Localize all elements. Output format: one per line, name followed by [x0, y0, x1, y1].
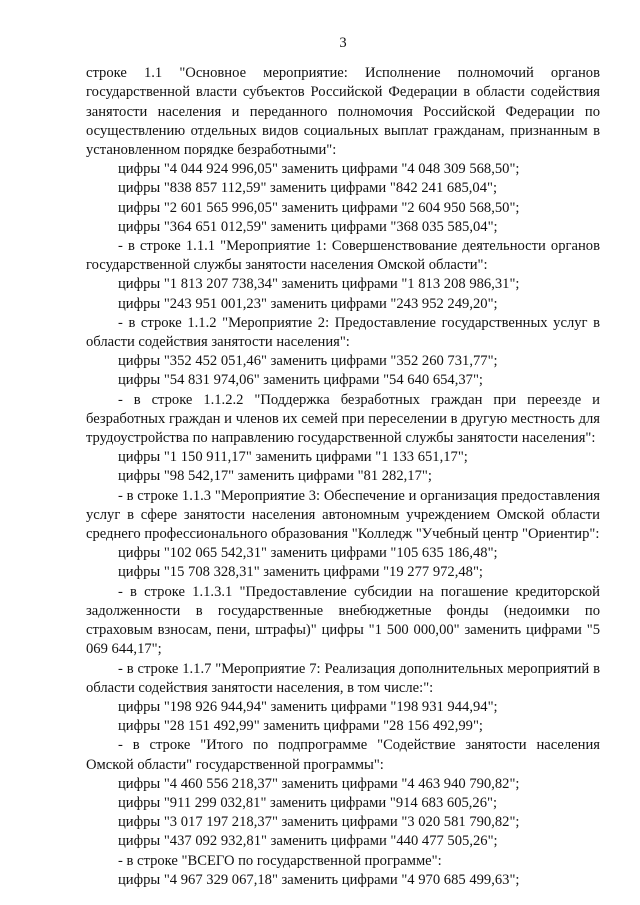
paragraph-item-1-1-2-2: - в строке 1.1.2.2 "Поддержка безработных граждан при переезде и безработных граждан и членов их семей при переселении в другую местность для трудоустройства по направлению государственной службы занятости населения":	[86, 391, 600, 447]
replacement-line: цифры "28 151 492,99" заменить цифрами "28 156 492,99";	[118, 718, 483, 735]
paragraph-subprogram-total: - в строке "Итого по подпрограмме "Содействие занятости населения Омской области" государственной программы":	[86, 737, 600, 773]
replacement-line: цифры "352 452 051,46" заменить цифрами "352 260 731,77";	[118, 353, 498, 370]
replacement-line: цифры "911 299 032,81" заменить цифрами "914 683 605,26";	[118, 794, 498, 811]
replacement-line: цифры "243 951 001,23" заменить цифрами "243 952 249,20";	[118, 295, 498, 312]
replacement-line: цифры "437 092 932,81" заменить цифрами "440 477 505,26";	[118, 833, 498, 850]
replacement-line: цифры "4 460 556 218,37" заменить цифрами "4 463 940 790,82";	[118, 775, 520, 792]
paragraph-item-1-1-2: - в строке 1.1.2 "Мероприятие 2: Предоставление государственных услуг в области содействия занятости населения":	[86, 314, 600, 351]
replacement-line: цифры "198 926 944,94" заменить цифрами "198 931 944,94";	[118, 698, 498, 715]
replacement-line: цифры "4 044 924 996,05" заменить цифрами "4 048 309 568,50";	[118, 161, 520, 178]
paragraph-item-1-1: строке 1.1 "Основное мероприятие: Исполнение полномочий органов государственной власти субъектов Российской Федерации в области содействия занятости населения и переданного полномочия Российской Федерации по осуществлению отдельных видов социальных выплат гражданам, признанным в установленном порядке безработными":	[86, 65, 600, 159]
page-number: 3	[339, 35, 347, 51]
paragraph-item-1-1-7: - в строке 1.1.7 "Мероприятие 7: Реализация дополнительных мероприятий в области содействия занятости населения, в том числе:":	[86, 660, 600, 696]
replacement-line: цифры "364 651 012,59" заменить цифрами "368 035 585,04";	[118, 218, 498, 235]
paragraph-program-total: - в строке "ВСЕГО по государственной программе":	[118, 852, 442, 869]
replacement-line: цифры "4 967 329 067,18" заменить цифрами "4 970 685 499,63";	[118, 871, 520, 888]
replacement-line: цифры "15 708 328,31" заменить цифрами "19 277 972,48";	[118, 564, 483, 581]
replacement-line: цифры "54 831 974,06" заменить цифрами "54 640 654,37";	[118, 372, 483, 389]
replacement-line: цифры "1 813 207 738,34" заменить цифрами "1 813 208 986,31";	[118, 276, 520, 293]
paragraph-item-1-1-3-1: - в строке 1.1.3.1 "Предоставление субсидии на погашение кредиторской задолженности в государственные внебюджетные фонды (недоимки по страховым взносам, пени, штрафы)" цифры "1 500 000,00" заменить цифрами "5 069 644,17";	[86, 583, 600, 658]
replacement-line: цифры "3 017 197 218,37" заменить цифрами "3 020 581 790,82";	[118, 814, 520, 831]
replacement-line: цифры "2 601 565 996,05" заменить цифрами "2 604 950 568,50";	[118, 199, 520, 216]
replacement-line: цифры "1 150 911,17" заменить цифрами "1 133 651,17";	[118, 449, 468, 466]
replacement-line: цифры "102 065 542,31" заменить цифрами "105 635 186,48";	[118, 545, 498, 562]
paragraph-item-1-1-3: - в строке 1.1.3 "Мероприятие 3: Обеспечение и организация предоставления услуг в сфере занятости населения автономным учреждением Омской области среднего профессионального образования "Колледж "Учебный центр "Ориентир":	[86, 487, 600, 543]
paragraph-item-1-1-1: - в строке 1.1.1 "Мероприятие 1: Совершенствование деятельности органов государственной службы занятости населения Омской области":	[86, 238, 600, 274]
replacement-line: цифры "98 542,17" заменить цифрами "81 282,17";	[118, 468, 432, 485]
replacement-line: цифры "838 857 112,59" заменить цифрами "842 241 685,04";	[118, 180, 498, 197]
